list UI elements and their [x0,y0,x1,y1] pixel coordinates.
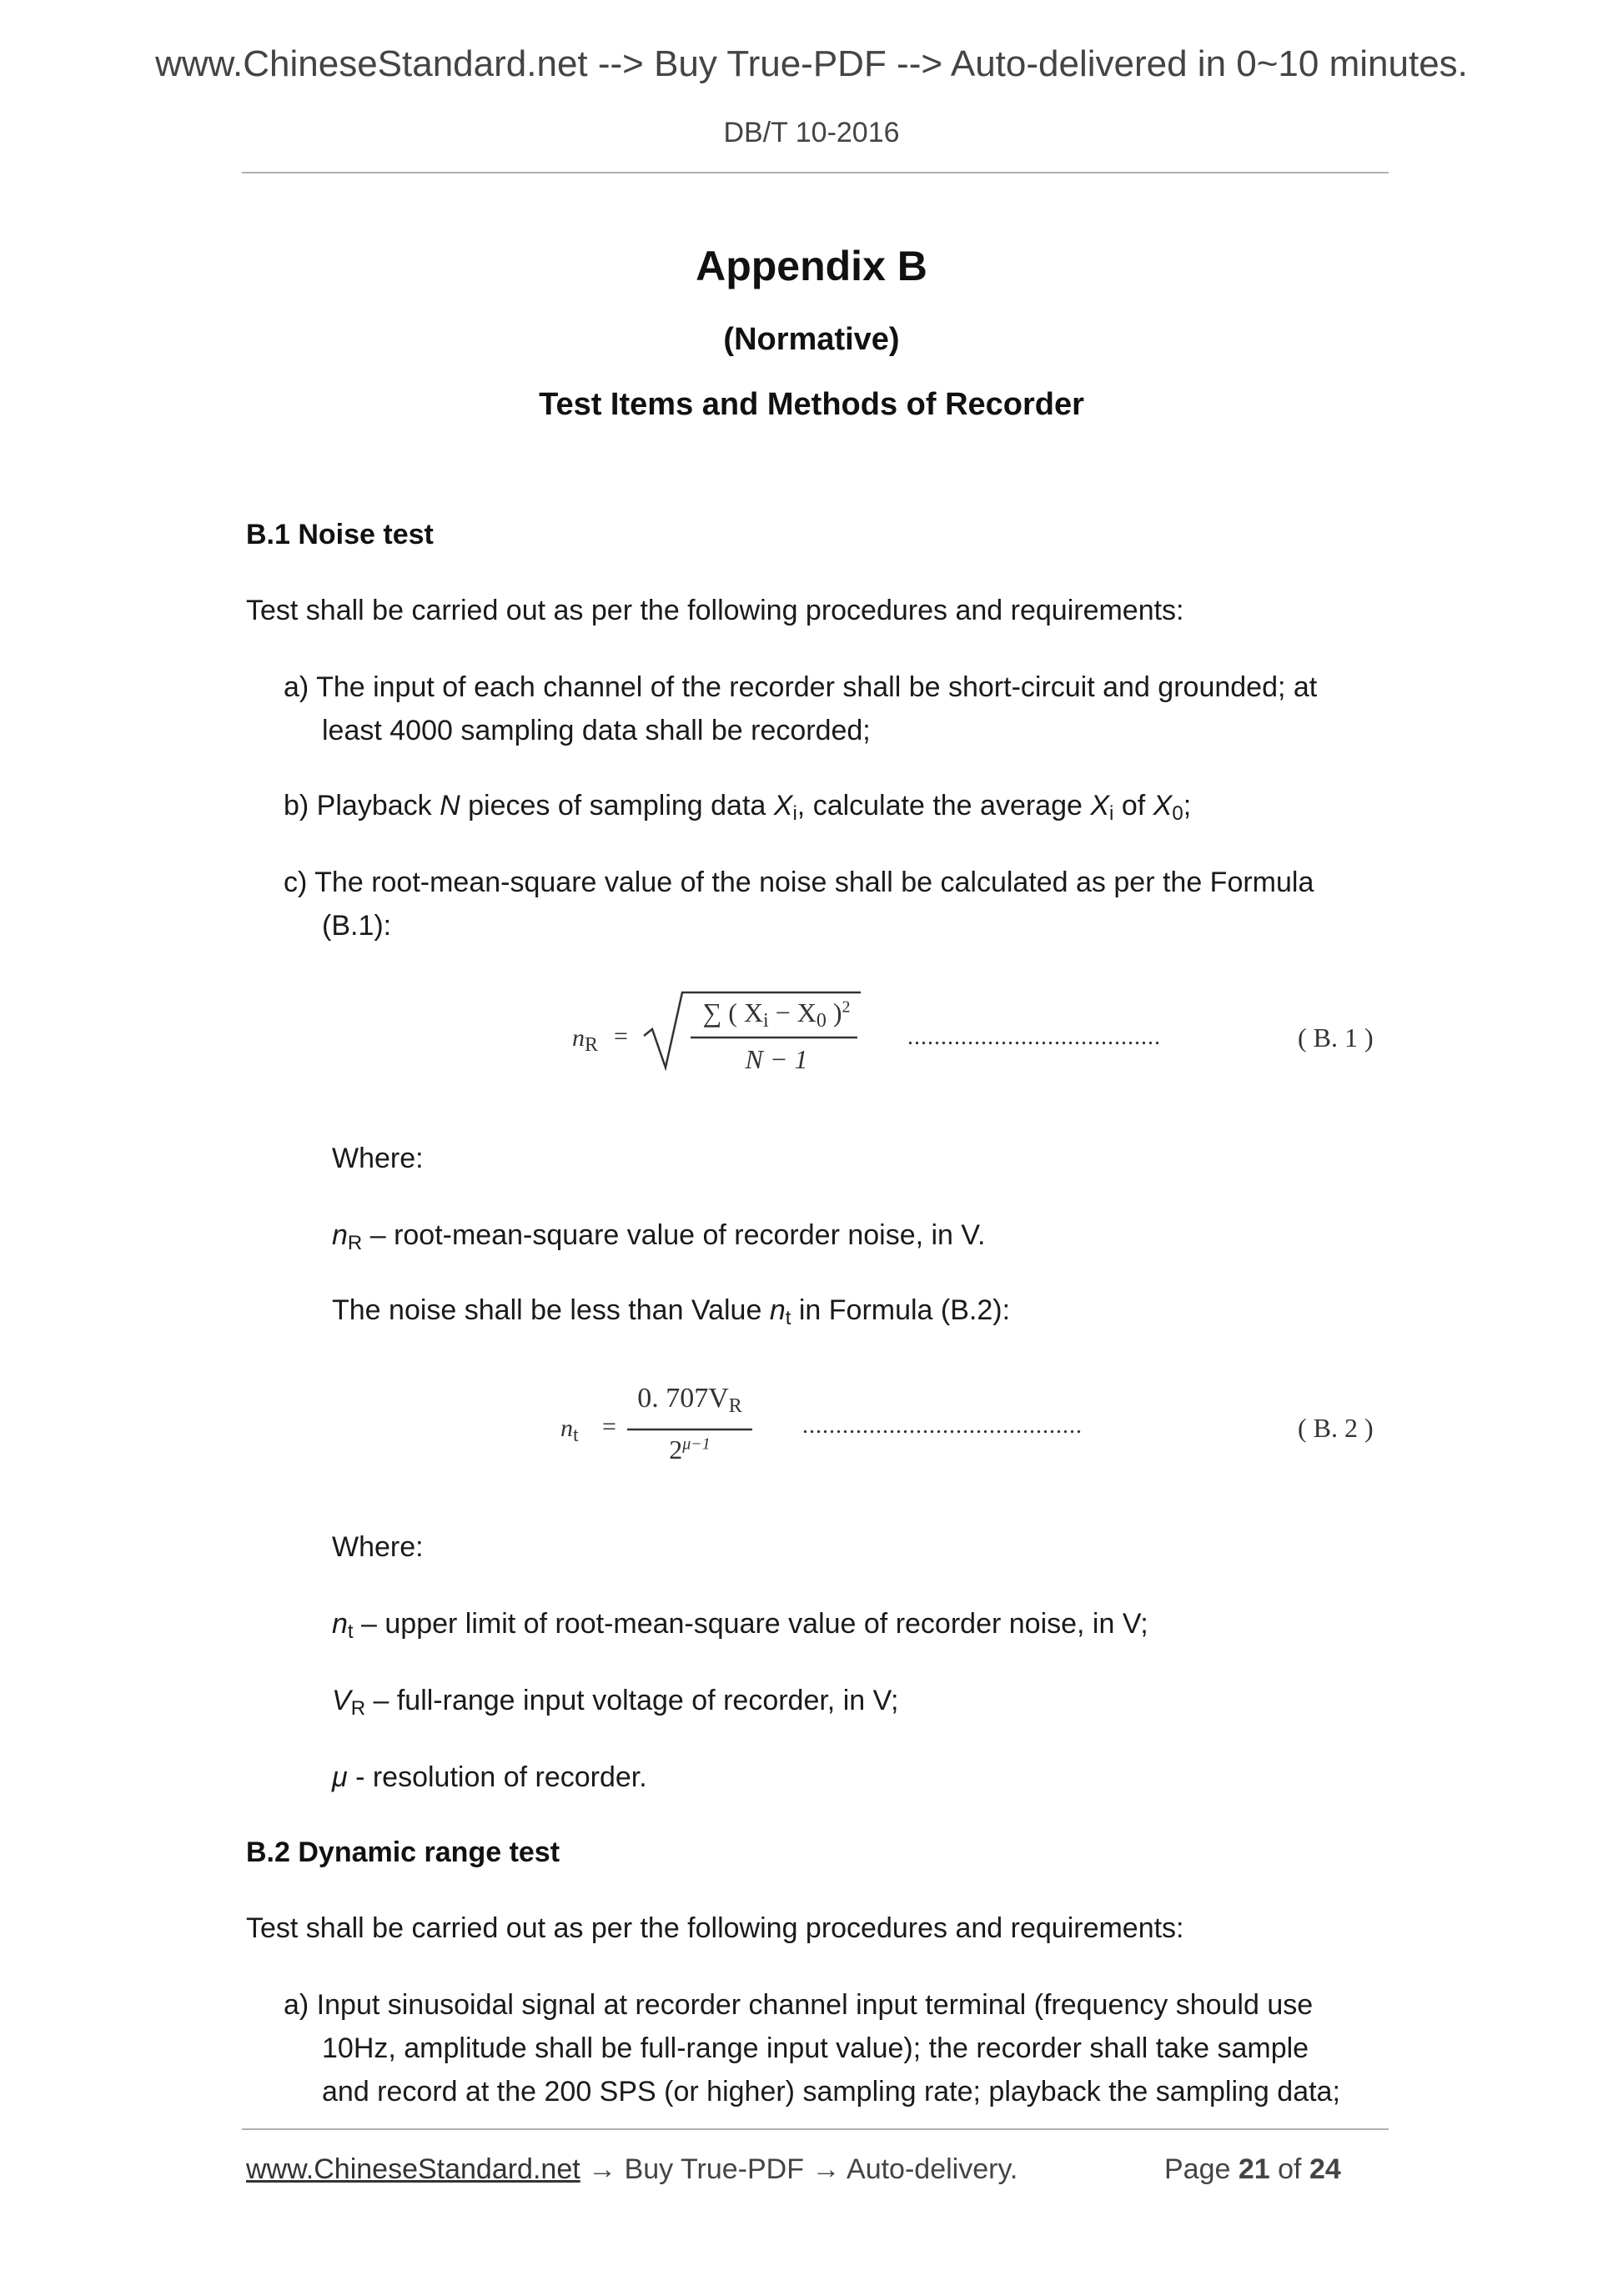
section-heading-b1: B.1 Noise test [246,519,434,550]
footer-site-link[interactable]: www.ChineseStandard.net [246,2153,580,2185]
header-banner: www.ChineseStandard.net --> Buy True-PDF --> Auto-delivered in 0~10 minutes. [155,43,1468,84]
formula-b1-num-sub-0: 0 [816,1010,827,1032]
formula-b2-lhs [560,1414,579,1446]
symbol-mu: μ [332,1761,348,1793]
b1-def-mu [332,1761,647,1794]
b1-item-b [284,784,1191,827]
def-nr-text: – root-mean-square value of recorder noise, in V. [362,1219,986,1251]
b2-intro: Test shall be carried out as per the following procedures and requirements: [246,1912,1184,1944]
appendix-name: Test Items and Methods of Recorder [539,387,1084,422]
section-heading-b2: B.2 Dynamic range test [246,1836,560,1868]
symbol-x: X [1090,790,1110,821]
b2-item-a [284,1983,1384,2113]
formula-b2 [0,1376,1623,1485]
symbol-n: n [332,1219,348,1251]
footer-left [246,2153,1018,2186]
formula-b2-denominator [627,1434,752,1465]
formula-b2-den-sup: μ−1 [682,1434,711,1454]
formula-b1-num-c: ) [826,997,842,1027]
formula-b1-num-sup: 2 [842,997,851,1017]
b1-item-b-text4: of [1113,790,1153,821]
b1-intro: Test shall be carried out as per the following procedures and requirements: [246,595,1184,626]
arrow-right-icon: → [588,2153,617,2185]
page-label: Page [1164,2153,1231,2185]
symbol-x: X [773,790,793,821]
b1-item-c-line1: c) The root-mean-square value of the noise shall be calculated as per the Formula [284,867,1314,898]
b2-item-a-line2: 10Hz, amplitude shall be full-range input value); the recorder shall take sample [322,2032,1309,2064]
formula-b1-num-b: − X [768,997,817,1027]
b1-item-a-line1: a) The input of each channel of the recorder shall be short-circuit and grounded; at [284,671,1318,703]
formula-b1-num-sub-i: i [763,1010,769,1032]
b1-item-c [284,861,1384,947]
b1-def-nt [332,1608,1148,1643]
footer-buy-text: Buy True-PDF [624,2153,804,2185]
subscript-i: i [1109,802,1114,825]
b1-noise-limit [332,1294,1010,1327]
b1-item-b-text2: pieces of sampling data [460,790,774,821]
formula-b2-fraction-bar [627,1428,752,1431]
formula-b2-lhs-symbol: n [560,1414,573,1442]
footer-page-number [1164,2153,1341,2186]
footer-delivery-text: Auto-delivery. [847,2153,1018,2185]
total-pages: 24 [1309,2153,1341,2185]
formula-b2-num: 0. 707V [637,1383,729,1414]
b1-where-1: Where: [332,1143,424,1174]
formula-b2-den: 2 [669,1434,683,1465]
b1-item-b-text3: , calculate the average [796,790,1091,821]
b1-def-vr [332,1685,899,1720]
symbol-v: V [332,1685,351,1716]
formula-b1-num-a: ∑ ( X [702,997,764,1027]
formula-b2-num-sub: R [728,1395,742,1417]
formula-b1-lhs-symbol: n [572,1024,585,1052]
formula-b2-equals: = [602,1413,616,1440]
subscript-r: R [350,1697,366,1720]
symbol-n: n [332,1608,348,1640]
def-nt-text: – upper limit of root-mean-square value of recorder noise, in V; [353,1608,1148,1640]
appendix-title: Appendix B [696,243,927,289]
noise-limit-text1: The noise shall be less than Value [332,1294,770,1326]
symbol-x: X [1153,790,1173,821]
formula-b1-lhs-sub: R [585,1034,599,1056]
formula-b2-label: ( B. 2 ) [1298,1413,1374,1443]
formula-b1-lhs [572,1024,599,1056]
b1-where-2: Where: [332,1531,424,1563]
subscript-t: t [785,1307,791,1329]
header-divider [242,172,1389,173]
b1-item-a-line2: least 4000 sampling data shall be recorded; [322,715,871,746]
b1-def-nr [332,1219,985,1252]
document-id: DB/T 10-2016 [723,117,900,148]
formula-b1-denominator: N − 1 [745,1044,808,1074]
def-vr-text: – full-range input voltage of recorder, in V; [365,1685,899,1716]
appendix-type: (Normative) [723,322,900,357]
b1-item-a [284,666,1384,752]
arrow-right-icon: → [812,2153,841,2185]
def-mu-text: - resolution of recorder. [347,1761,647,1793]
symbol-n: N [440,790,460,821]
symbol-n: n [769,1294,786,1326]
subscript-t: t [347,1620,354,1643]
b2-item-a-line1: a) Input sinusoidal signal at recorder channel input terminal (frequency should use [284,1989,1314,2021]
formula-b1-dots: ...................................... [907,1024,1161,1050]
formula-b1-numerator [689,997,864,1032]
subscript-i: i [792,802,797,825]
subscript-0: 0 [1172,802,1183,825]
b2-item-a-line3: and record at the 200 SPS (or higher) sampling rate; playback the sampling data; [322,2076,1340,2108]
formula-b2-lhs-sub: t [573,1424,579,1446]
formula-b2-numerator [627,1383,752,1417]
formula-b1-label: ( B. 1 ) [1298,1022,1374,1053]
page-of: of [1278,2153,1302,2185]
formula-b1 [0,984,1623,1093]
b1-item-b-text5: ; [1183,790,1192,821]
b1-item-b-text1: b) Playback [284,790,440,821]
subscript-r: R [347,1232,363,1254]
noise-limit-text2: in Formula (B.2): [791,1294,1011,1326]
current-page: 21 [1238,2153,1270,2185]
formula-b1-equals: = [614,1022,628,1050]
footer-divider [242,2128,1389,2130]
formula-b2-dots: .......................................... [802,1413,1083,1439]
b1-item-c-line2: (B.1): [322,910,392,942]
